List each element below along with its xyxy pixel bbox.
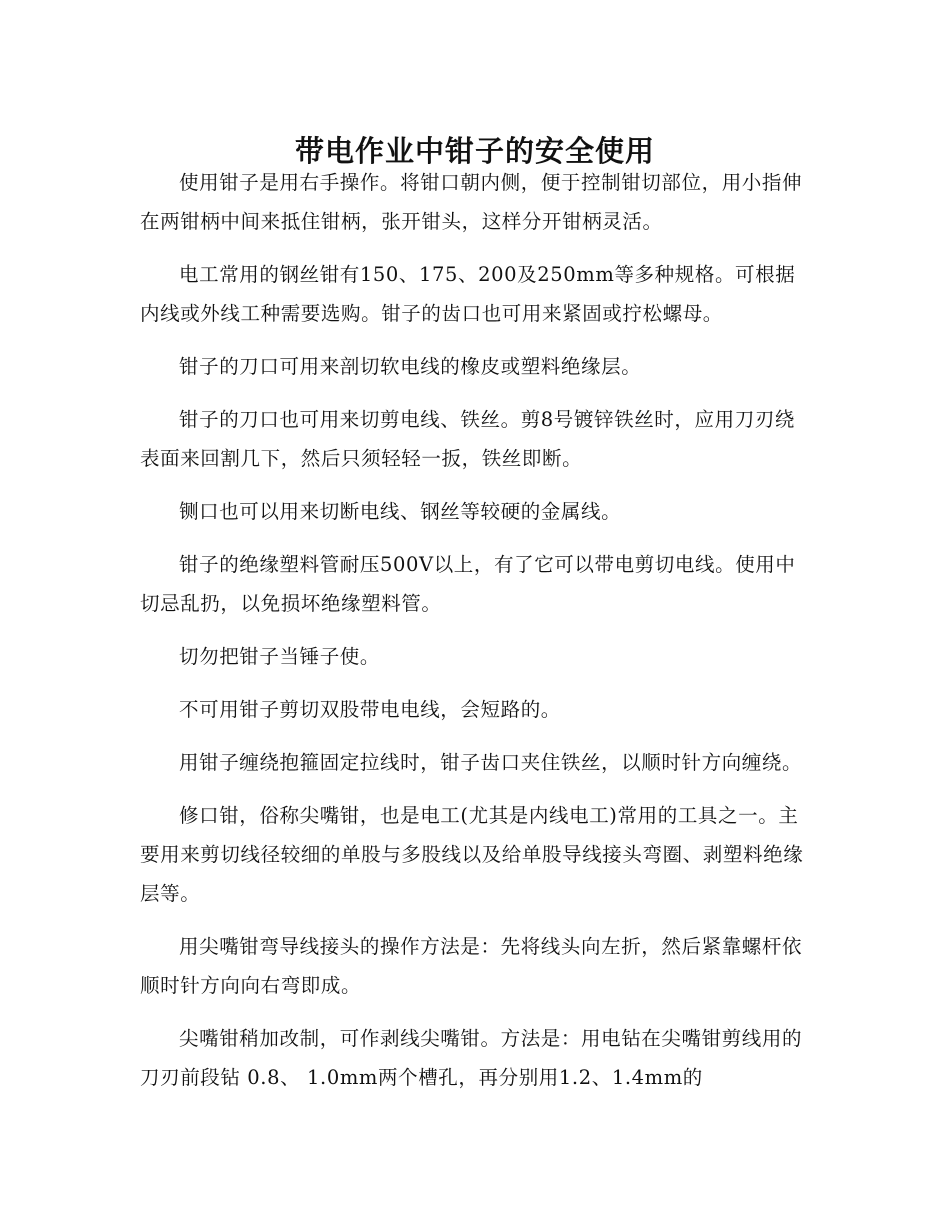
paragraph: 修口钳，俗称尖嘴钳，也是电工(尤其是内线电工)常用的工具之一。主要用来剪切线径较细的单股与多股线以及给单股导线接头弯圈、剥塑料绝缘层等。	[140, 804, 804, 905]
document-title: 带电作业中钳子的安全使用	[294, 134, 655, 169]
paragraph: 使用钳子是用右手操作。将钳口朝内侧，便于控制钳切部位，用小指伸在两钳柄中间来抵住钳柄，张开钳头，这样分开钳柄灵活。	[140, 171, 803, 233]
paragraph: 用尖嘴钳弯导线接头的操作方法是：先将线头向左折，然后紧靠螺杆依顺时针方向向右弯即成。	[140, 935, 803, 997]
paragraph: 不可用钳子剪切双股带电电线，会短路的。	[179, 698, 561, 721]
paragraph: 钳子的刀口可用来剖切软电线的橡皮或塑料绝缘层。	[179, 355, 642, 378]
paragraph: 钳子的刀口也可用来切剪电线、铁丝。剪8号镀锌铁丝时，应用刀刃绕表面来回割几下，然后只须轻轻一扳，铁丝即断。	[140, 408, 796, 470]
paragraph: 电工常用的钢丝钳有150、175、200及250mm等多种规格。可根据内线或外线工种需要选购。钳子的齿口也可用来紧固或拧松螺母。	[140, 263, 796, 325]
document-body	[140, 163, 812, 1111]
paragraph: 铡口也可以用来切断电线、钢丝等较硬的金属线。	[179, 500, 622, 523]
paragraph: 切勿把钳子当锤子使。	[179, 645, 381, 668]
paragraph: 钳子的绝缘塑料管耐压500V以上，有了它可以带电剪切电线。使用中切忌乱扔，以免损坏绝缘塑料管。	[140, 553, 796, 615]
paragraph: 用钳子缠绕抱箍固定拉线时，钳子齿口夹住铁丝，以顺时针方向缠绕。	[179, 751, 803, 774]
paragraph: 尖嘴钳稍加改制，可作剥线尖嘴钳。方法是：用电钻在尖嘴钳剪线用的刀刃前段钻 0.8、 1.0mm两个槽孔，再分别用1.2、1.4mm的	[140, 1027, 803, 1089]
